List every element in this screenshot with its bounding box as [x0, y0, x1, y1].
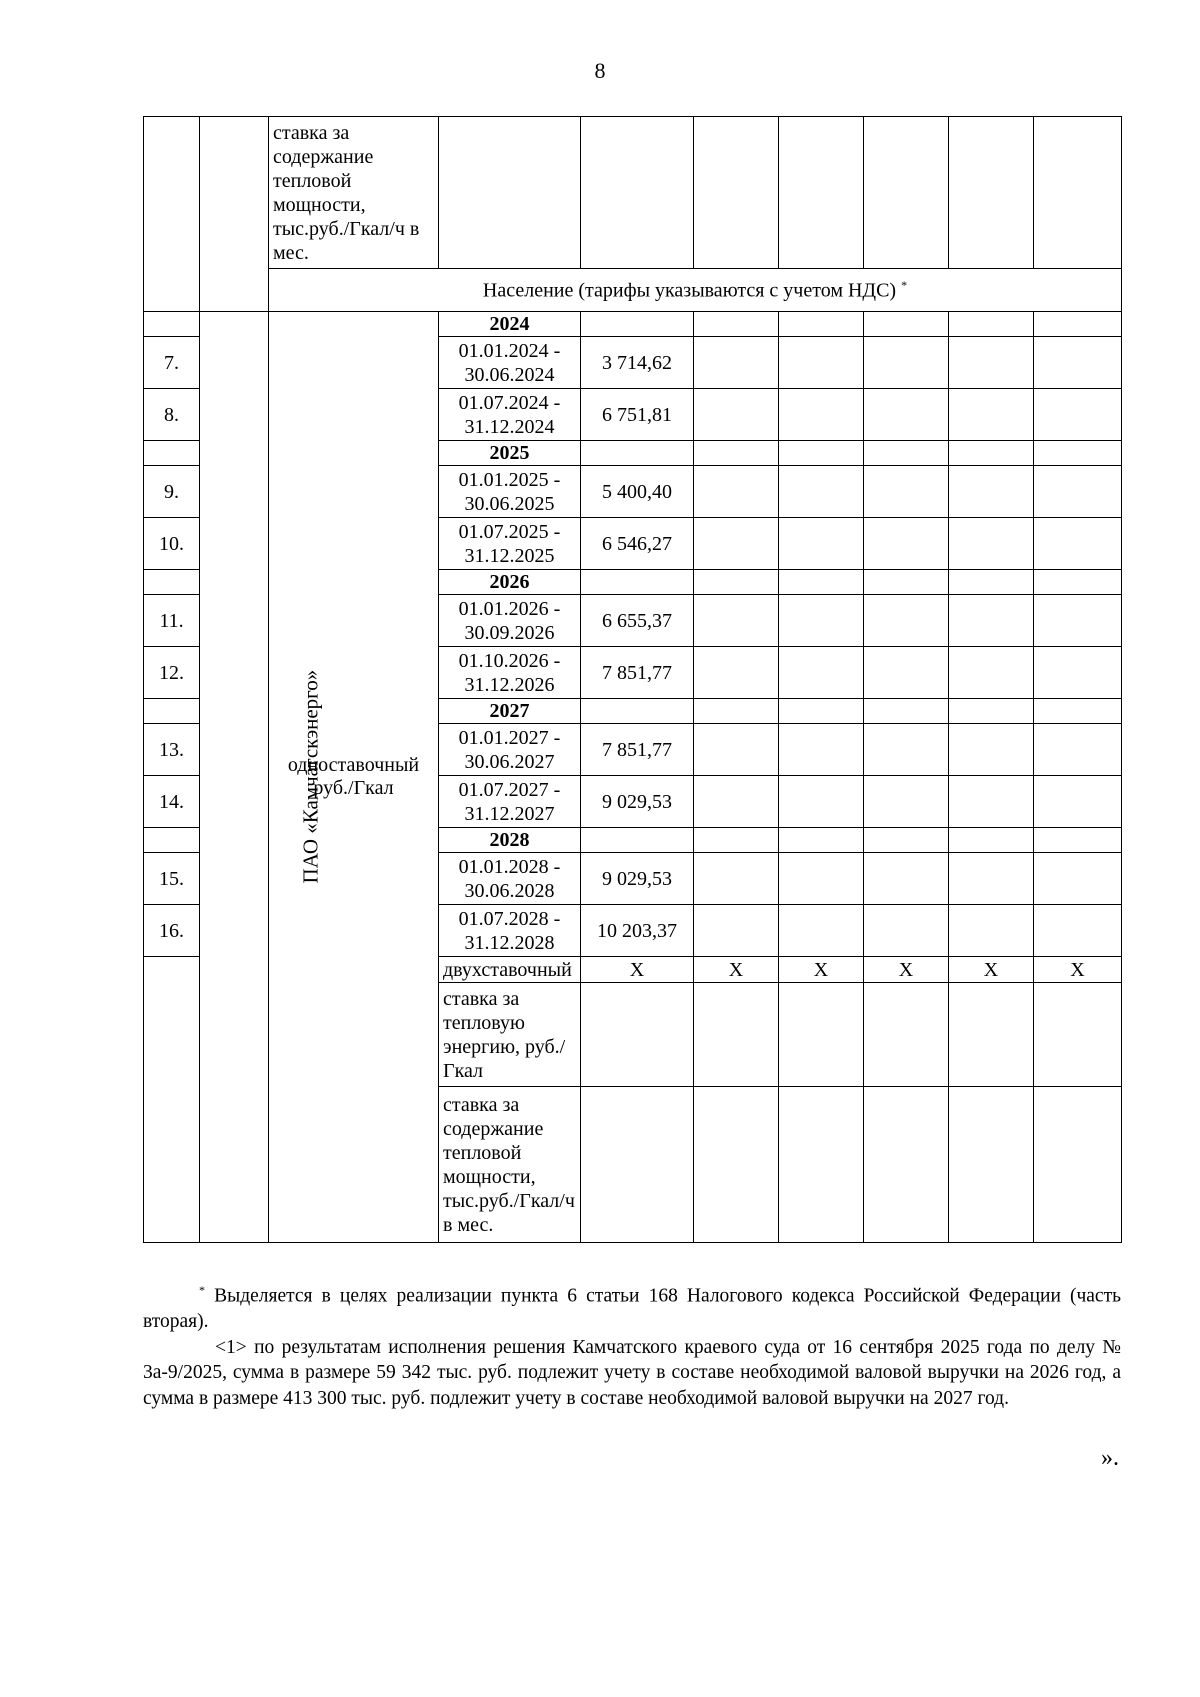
footnote-1 — [143, 1335, 1121, 1411]
single-rate-label: одноставочный руб./Гкал — [269, 312, 439, 1243]
capacity-rate-label-top: ставка за содержание тепловой мощности, тыс.руб./Гкал/ч в мес. — [269, 117, 439, 269]
tariff-value: 9 029,53 — [581, 776, 694, 828]
period: 01.07.2024 - 31.12.2024 — [439, 389, 581, 441]
closing-quote: ». — [1101, 1445, 1119, 1471]
row-number: 16. — [144, 905, 200, 957]
year-label: 2026 — [439, 570, 581, 595]
year-row-2024 — [144, 312, 1122, 337]
period: 01.01.2028 - 30.06.2028 — [439, 853, 581, 905]
period: 01.07.2028 - 31.12.2028 — [439, 905, 581, 957]
x-mark: Х — [694, 957, 779, 983]
period: 01.01.2024 - 30.06.2024 — [439, 337, 581, 389]
tariff-value: 3 714,62 — [581, 337, 694, 389]
x-mark: Х — [581, 957, 694, 983]
capacity-rate-row-top — [144, 117, 1122, 269]
footnote-star-text: Выделяется в целях реализации пункта 6 статьи 168 Налогового кодекса Российской Федерации (часть вторая). — [143, 1285, 1121, 1332]
period: 01.07.2025 - 31.12.2025 — [439, 518, 581, 570]
tariff-table — [143, 116, 1122, 1243]
footnote-star-mark: * — [199, 1283, 205, 1297]
tariff-value: 6 546,27 — [581, 518, 694, 570]
row-number: 8. — [144, 389, 200, 441]
organization-name: ПАО «Камчатскэнерго» — [298, 670, 323, 884]
row-number: 9. — [144, 466, 200, 518]
footnote-star — [143, 1283, 1121, 1334]
year-label: 2024 — [439, 312, 581, 337]
row-number: 15. — [144, 853, 200, 905]
row-number: 11. — [144, 595, 200, 647]
period: 01.01.2025 - 30.06.2025 — [439, 466, 581, 518]
x-mark: Х — [864, 957, 949, 983]
year-label: 2025 — [439, 441, 581, 466]
empty-num-cell — [144, 957, 200, 1243]
x-mark: Х — [1034, 957, 1122, 983]
empty-num-cell — [144, 117, 200, 312]
tariff-value: 7 851,77 — [581, 724, 694, 776]
tariff-value: 10 203,37 — [581, 905, 694, 957]
row-number: 10. — [144, 518, 200, 570]
population-header: Население (тарифы указываются с учетом НДС) * — [269, 269, 1122, 312]
tariff-value: 6 751,81 — [581, 389, 694, 441]
organization-cell — [200, 312, 323, 1243]
period: 01.07.2027 - 31.12.2027 — [439, 776, 581, 828]
tariff-value: 5 400,40 — [581, 466, 694, 518]
row-number: 14. — [144, 776, 200, 828]
year-label: 2028 — [439, 828, 581, 853]
period: 01.01.2027 - 30.06.2027 — [439, 724, 581, 776]
year-label: 2027 — [439, 699, 581, 724]
tariff-value: 7 851,77 — [581, 647, 694, 699]
row-number: 7. — [144, 337, 200, 389]
tariff-value: 9 029,53 — [581, 853, 694, 905]
capacity-rate-label-bottom: ставка за содержание тепловой мощности, тыс.руб./Гкал/ч в мес. — [439, 1087, 581, 1243]
row-number: 13. — [144, 724, 200, 776]
population-header-row — [144, 269, 1122, 312]
x-mark: Х — [949, 957, 1034, 983]
footnote-1-text: <1> по результатам исполнения решения Камчатского краевого суда от 16 сентября 2025 года по делу № 3а-9/2025, сумма в размере 59 342 тыс. руб. подлежит учету в составе необходимой валовой выручки на 2026 год, а сумма в размере 413 300 тыс. руб. подлежит учету в составе необходимой валовой выручки на 2027 год. — [143, 1337, 1121, 1409]
row-number: 12. — [144, 647, 200, 699]
x-mark: Х — [779, 957, 864, 983]
tariff-value: 6 655,37 — [581, 595, 694, 647]
energy-rate-label: ставка за тепловую энергию, руб./Гкал — [439, 983, 581, 1087]
two-rate-label: двухставочный — [439, 957, 581, 983]
empty-org-cell — [200, 117, 269, 312]
period: 01.10.2026 - 31.12.2026 — [439, 647, 581, 699]
period: 01.01.2026 - 30.09.2026 — [439, 595, 581, 647]
page-number: 8 — [594, 58, 606, 83]
